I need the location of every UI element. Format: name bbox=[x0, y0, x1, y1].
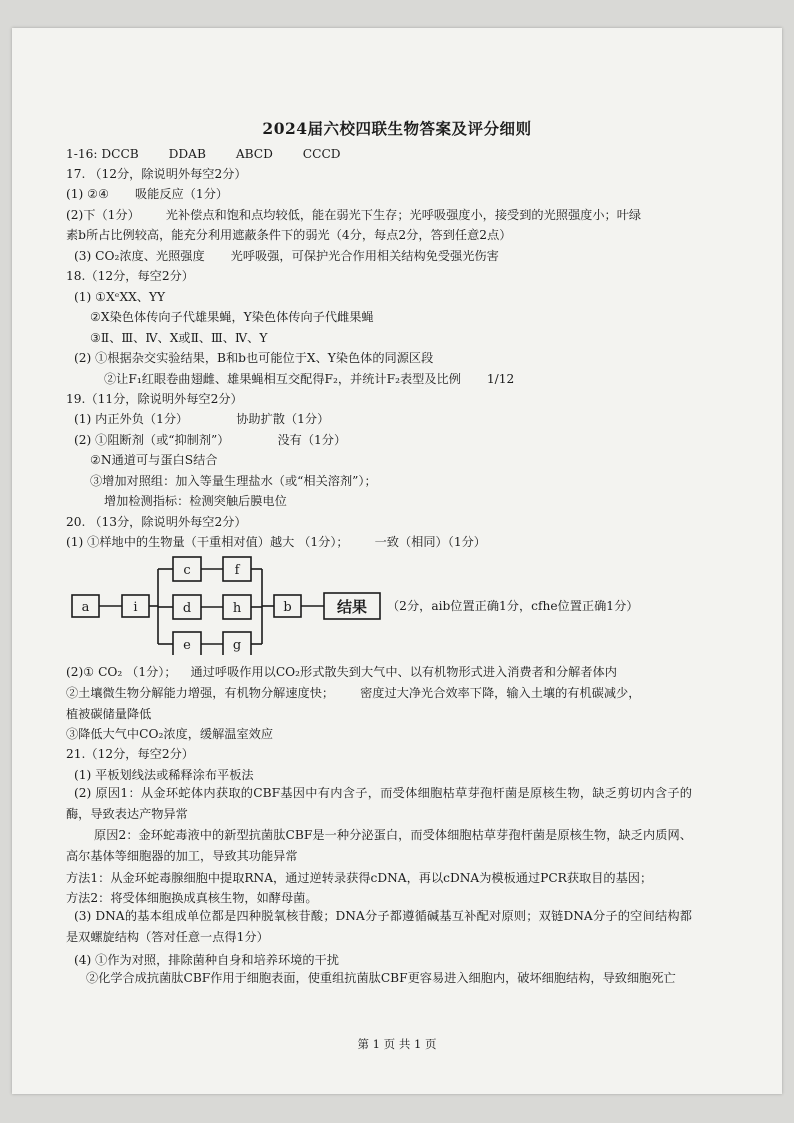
mc-group-3: ABCD bbox=[235, 147, 273, 161]
q21-part3: (3) DNA的基本组成单位都是四种脱氧核苷酸；DNA分子都遵循碱基互补配对原则；双链DNA分子的空间结构都是双螺旋结构（答对任意一点得1分） bbox=[66, 909, 692, 944]
q19-part1 bbox=[74, 411, 329, 427]
q17-part2 bbox=[66, 207, 641, 223]
q21-part4b: ②化学合成抗菌肽CBF作用于细胞表面，使重组抗菌肽CBF更容易进入细胞内，破坏细胞结构，导致细胞死亡 bbox=[86, 971, 676, 985]
q19-part2c: ②N通道可与蛋白S结合 bbox=[90, 453, 218, 467]
q20-p2-answer: (2)① CO₂ （1分）； bbox=[66, 665, 177, 679]
q17-p1-answer-b: 吸能反应（1分） bbox=[135, 187, 229, 201]
node-f-label: f bbox=[234, 563, 240, 578]
q17-p1-answer: (1) ②④ bbox=[66, 187, 109, 201]
mc-group-1: DCCB bbox=[101, 147, 139, 161]
node-a-label: a bbox=[81, 600, 90, 615]
q18-part2b bbox=[104, 371, 514, 387]
q19-p1-answer-b: 协助扩散（1分） bbox=[236, 412, 330, 426]
q17-header: 17. （12分，除说明外每空2分） bbox=[66, 167, 247, 181]
q20-p2d-text: 密度过大净光合效率下降，输入土壤的有机碳减少， bbox=[360, 686, 641, 700]
q17-part1 bbox=[66, 186, 228, 202]
q20-p1-answer: (1) ①样地中的生物量（干重相对值）越大 （1分）； bbox=[66, 535, 349, 549]
flow-scoring-note: （2分，aib位置正确1分，cfhe位置正确1分） bbox=[387, 599, 639, 613]
q18-p2b-text: ②让F₁红眼卷曲翅雌、雄果蝇相互交配得F₂，并统计F₂表型及比例 bbox=[104, 372, 461, 386]
q19-p2-answer-b: 没有（1分） bbox=[277, 433, 347, 447]
node-h-label: h bbox=[232, 601, 242, 616]
node-d-label: d bbox=[182, 601, 192, 616]
q20-part1 bbox=[66, 534, 486, 550]
q20-header: 20. （13分，除说明外每空2分） bbox=[66, 515, 247, 529]
q17-p3-answer-b: 光呼吸强，可保护光合作用相关结构免受强光伤害 bbox=[230, 249, 499, 263]
q20-part2f: ③降低大气中CO₂浓度，缓解温室效应 bbox=[66, 727, 274, 741]
q18-header: 18.（12分，每空2分） bbox=[66, 269, 194, 283]
q21-part2-reason2: 原因2：金环蛇毒液中的新型抗菌肽CBF是一种分泌蛋白，而受体细胞枯草芽孢杆菌是原核生物，缺乏内质网、高尔基体等细胞器的加工，导致其功能异常 bbox=[66, 828, 692, 863]
q18-part2: (2) ①根据杂交实验结果，B和b也可能位于X、Y染色体的同源区段 bbox=[74, 351, 434, 365]
q20-part2c bbox=[66, 685, 640, 701]
q20-part2e: 植被碳储量降低 bbox=[66, 707, 152, 721]
node-g-label: g bbox=[232, 638, 242, 653]
node-b-label: b bbox=[283, 600, 292, 615]
q21-part4: (4) ①作为对照，排除菌种自身和培养环境的干扰 bbox=[74, 953, 339, 967]
q17-p2-answer: (2)下（1分） bbox=[66, 208, 140, 222]
q19-part2d: ③增加对照组：加入等量生理盐水（或“相关溶剂”）； bbox=[90, 474, 377, 488]
q19-header: 19.（11分，除说明外每空2分） bbox=[66, 392, 243, 406]
q21-header: 21.（12分，每空2分） bbox=[66, 747, 194, 761]
q18-ratio: 1/12 bbox=[486, 372, 515, 386]
q20-p2-explanation: 通过呼吸作用以CO₂形式散失到大气中、以有机物形式进入消费者和分解者体内 bbox=[190, 665, 617, 679]
q17-part2-cont: 素b所占比例较高，能充分利用遮蔽条件下的弱光（4分，每点2分，答到任意2点） bbox=[66, 228, 512, 242]
q21-method1: 方法1：从金环蛇毒腺细胞中提取RNA，通过逆转录获得cDNA，再以cDNA为模板通过PCR获取目的基因； bbox=[66, 871, 653, 885]
q17-part3 bbox=[74, 248, 499, 264]
q20-part2 bbox=[66, 664, 617, 680]
page-title: 2024届六校四联生物答案及评分细则 bbox=[262, 119, 532, 138]
q21-part1: (1) 平板划线法或稀释涂布平板法 bbox=[74, 768, 254, 782]
q20-p2c-text: ②土壤微生物分解能力增强，有机物分解速度快； bbox=[66, 686, 335, 700]
q18-part1c: ③Ⅱ、Ⅲ、Ⅳ、X或Ⅱ、Ⅲ、Ⅳ、Y bbox=[90, 331, 268, 345]
q18-part1: (1) ①XᵉXX、YY bbox=[74, 290, 166, 304]
node-e-label: e bbox=[183, 638, 191, 653]
mc-group-4: CCCD bbox=[302, 147, 341, 161]
q17-p3-answer: (3) CO₂浓度、光照强度 bbox=[74, 249, 205, 263]
q19-p2-answer: (2) ①阻断剂（或“抑制剂”） bbox=[74, 433, 230, 447]
page-footer: 第 1 页 共 1 页 bbox=[357, 1037, 437, 1051]
mc-label: 1-16: bbox=[66, 147, 98, 161]
node-i-label: i bbox=[133, 600, 138, 615]
flow-diagram bbox=[70, 555, 386, 655]
mc-group-2: DDAB bbox=[168, 147, 206, 161]
node-result-label: 结果 bbox=[336, 598, 368, 616]
q18-part1b: ②X染色体传向子代雄果蝇，Y染色体传向子代雌果蝇 bbox=[90, 310, 374, 324]
q21-method2: 方法2：将受体细胞换成真核生物，如酵母菌。 bbox=[66, 891, 318, 905]
node-c-label: c bbox=[183, 563, 191, 578]
q20-p1-answer-b: 一致（相同）（1分） bbox=[374, 535, 486, 549]
mc-answers bbox=[66, 146, 341, 162]
q19-part2 bbox=[74, 432, 346, 448]
q19-p1-answer: (1) 内正外负（1分） bbox=[74, 412, 189, 426]
q21-part2: (2) 原因1：从金环蛇体内获取的CBF基因中有内含子，而受体细胞枯草芽孢杆菌是原核生物，缺乏剪切内含子的酶，导致表达产物异常 bbox=[66, 786, 692, 821]
q17-p2-explanation: 光补偿点和饱和点均较低，能在弱光下生存；光呼吸强度小，接受到的光照强度小；叶绿 bbox=[165, 208, 642, 222]
q19-part2e: 增加检测指标：检测突触后膜电位 bbox=[104, 494, 287, 508]
